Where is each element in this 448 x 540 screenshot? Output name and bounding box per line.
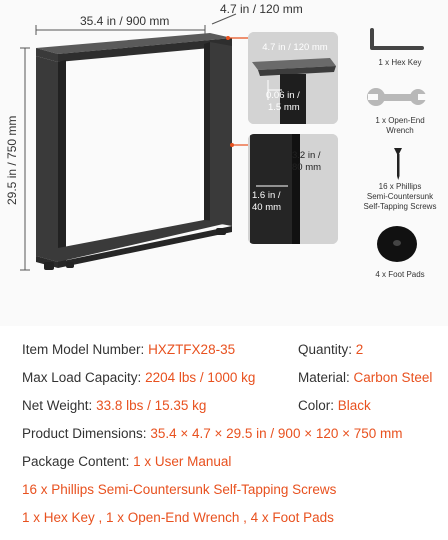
load-value: 2204 lbs / 1000 kg xyxy=(145,370,256,385)
accessory-wrench-label: 1 x Open-End Wrench xyxy=(375,116,425,135)
specifications-section xyxy=(0,330,448,540)
model-row xyxy=(22,342,235,357)
dimensions-value: 35.4 × 4.7 × 29.5 in / 900 × 120 × 750 mm xyxy=(150,426,403,441)
width-line2: 80 mm xyxy=(292,162,322,173)
accessory-hex-key-label: 1 x Hex Key xyxy=(378,58,422,67)
width-line1: 3.2 in / xyxy=(292,150,321,161)
table-leg-frame xyxy=(36,33,232,270)
load-row xyxy=(22,370,255,385)
package-value-3: 1 x Hex Key , 1 x Open-End Wrench , 4 x Foot Pads xyxy=(22,510,334,525)
material-row xyxy=(298,370,432,385)
weight-value: 33.8 lbs / 15.35 kg xyxy=(96,398,207,413)
package-value-2: 16 x Phillips Semi-Countersunk Self-Tapping Screws xyxy=(22,482,337,497)
quantity-row xyxy=(298,342,363,357)
model-label: Item Model Number: xyxy=(22,342,145,357)
detail-top-panel xyxy=(248,32,338,124)
width-dimension: 35.4 in / 900 mm xyxy=(80,14,170,28)
hex-key-icon xyxy=(362,26,432,52)
color-row xyxy=(298,398,371,413)
tube-line1: 1.6 in / xyxy=(252,190,281,201)
thickness-line2: 1.5 mm xyxy=(268,102,300,113)
material-label: Material: xyxy=(298,370,350,385)
dimensions-row xyxy=(22,426,403,441)
tube-line2: 40 mm xyxy=(252,202,282,213)
weight-row xyxy=(22,398,206,413)
color-label: Color: xyxy=(298,398,335,413)
package-label: Package Content: xyxy=(22,454,130,469)
screw-icon xyxy=(388,146,408,180)
dimensions-label: Product Dimensions: xyxy=(22,426,147,441)
accessory-screws-label: 16 x Phillips Semi-Countersunk Self-Tapping Screws xyxy=(363,182,437,211)
color-value: Black xyxy=(337,398,371,413)
height-dimension: 29.5 in / 750 mm xyxy=(5,115,19,205)
detail-bottom-panel xyxy=(248,134,338,244)
wrench-icon xyxy=(366,82,428,112)
thickness-line1: 0.06 in / xyxy=(266,90,300,101)
model-value: HXZTFX28-35 xyxy=(148,342,236,357)
detail-depth-label: 4.7 in / 120 mm xyxy=(262,42,328,53)
package-value-1: 1 x User Manual xyxy=(133,454,232,469)
accessory-foot-pads-label: 4 x Foot Pads xyxy=(375,270,425,279)
quantity-value: 2 xyxy=(355,342,364,357)
package-row xyxy=(22,454,231,469)
material-value: Carbon Steel xyxy=(353,370,433,385)
quantity-label: Quantity: xyxy=(298,342,353,357)
load-label: Max Load Capacity: xyxy=(22,370,142,385)
foot-pad-icon xyxy=(374,224,420,264)
weight-label: Net Weight: xyxy=(22,398,93,413)
depth-dimension: 4.7 in / 120 mm xyxy=(220,2,303,16)
